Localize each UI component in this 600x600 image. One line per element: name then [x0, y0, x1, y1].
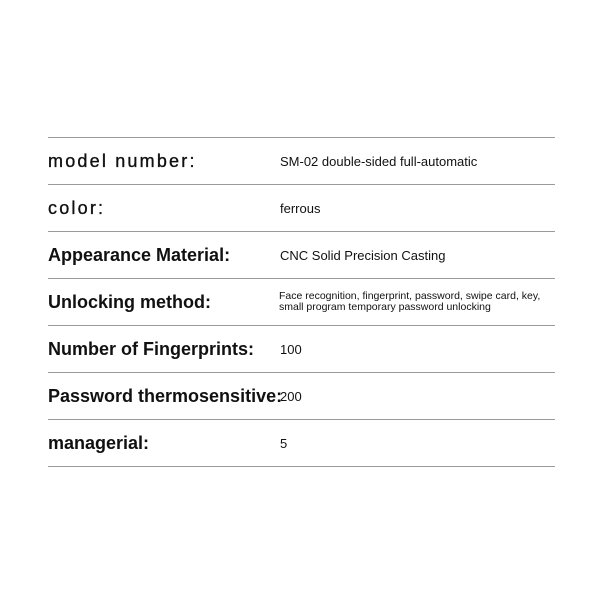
spec-label: Appearance Material: [48, 244, 231, 265]
spec-value: ferrous [280, 200, 321, 216]
spec-label: color: [48, 197, 106, 218]
spec-value: 5 [280, 435, 288, 451]
spec-label: Number of Fingerprints: [48, 338, 254, 359]
spec-label: Unlocking method: [48, 291, 211, 312]
spec-row-unlocking-method [48, 279, 555, 326]
spec-row-appearance-material [48, 232, 555, 279]
spec-value: 200 [280, 388, 302, 404]
spec-label: Password thermosensitive: [48, 385, 283, 406]
spec-value: SM-02 double-sided full-automatic [280, 153, 478, 169]
spec-label: managerial: [48, 432, 150, 453]
spec-row-model-number [48, 138, 555, 185]
spec-value: Face recognition, fingerprint, password, swipe card, key, small program temporary password unlocking [279, 290, 541, 313]
spec-row-color [48, 185, 555, 232]
spec-label: model number: [48, 150, 197, 171]
spec-row-number-of-fingerprints [48, 326, 555, 373]
spec-table [48, 137, 555, 467]
spec-row-managerial [48, 420, 555, 467]
spec-value: 100 [280, 341, 302, 357]
spec-value: CNC Solid Precision Casting [280, 247, 446, 263]
spec-row-password-thermosensitive [48, 373, 555, 420]
